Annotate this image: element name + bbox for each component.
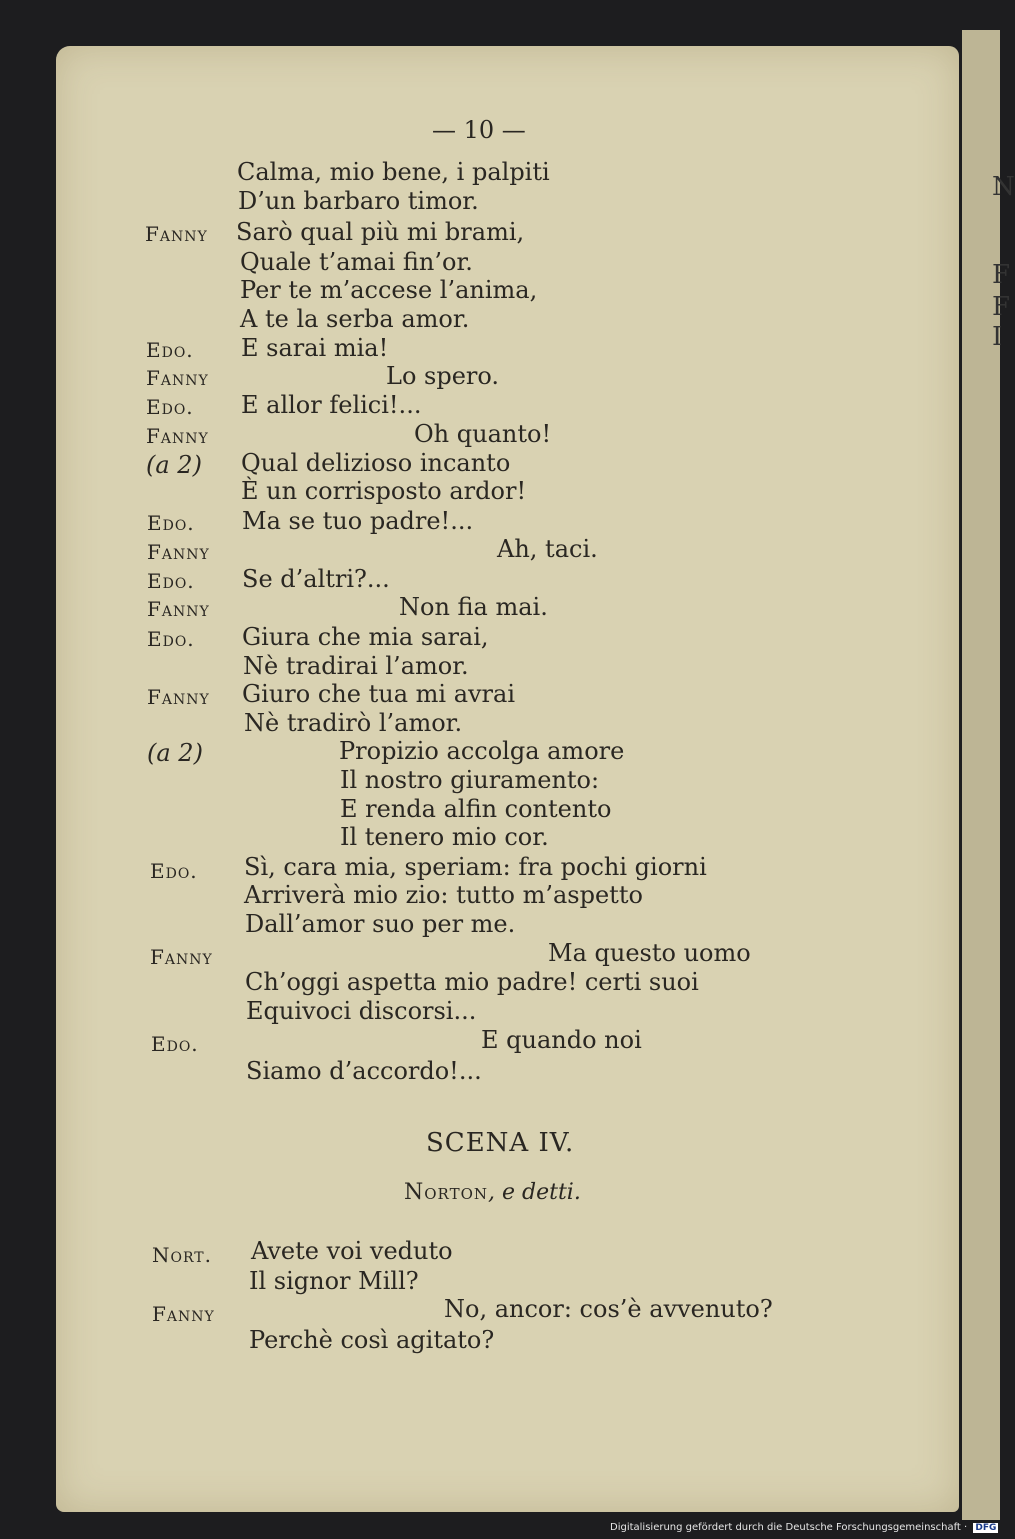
speaker-name: Fanny: [147, 540, 210, 564]
speaker-name: Fanny: [152, 1302, 215, 1326]
speaker-name: Fanny: [146, 424, 209, 448]
verse-line: Giuro che tua mi avrai: [242, 680, 516, 708]
stage-direction: (a 2): [147, 739, 203, 767]
verse-line: È un corrisposto ardor!: [241, 477, 527, 505]
verse-line: Ma se tuo padre!...: [242, 507, 474, 535]
verse-line: Siamo d’accordo!...: [246, 1057, 482, 1085]
scene-character-name: Norton: [404, 1180, 489, 1205]
verse-line: Per te m’accese l’anima,: [240, 276, 538, 304]
verse-line: Il nostro giuramento:: [340, 766, 600, 794]
verse-line: Ch’oggi aspetta mio padre! certi suoi: [245, 968, 699, 996]
verse-line: D’un barbaro timor.: [238, 187, 479, 215]
verse-line: Ah, taci.: [497, 535, 598, 563]
verse-line: Propizio accolga amore: [339, 737, 625, 765]
verse-line: A te la serba amor.: [240, 305, 470, 333]
speaker-name: Fanny: [147, 685, 210, 709]
verse-line: Nè tradirò l’amor.: [244, 709, 463, 737]
speaker-name: Fanny: [146, 366, 209, 390]
verse-line: Sì, cara mia, speriam: fra pochi giorni: [244, 853, 707, 881]
verse-line: No, ancor: cos’è avvenuto?: [444, 1295, 773, 1323]
verse-line: Ma questo uomo: [548, 939, 751, 967]
footer-text: Digitalisierung gefördert durch die Deutsche Forschungsgemeinschaft: [610, 1522, 961, 1533]
verse-line: Equivoci discorsi...: [246, 997, 477, 1025]
speaker-name: Edo.: [146, 338, 194, 362]
speaker-name: Fanny: [145, 222, 208, 246]
verse-line: Il signor Mill?: [249, 1267, 419, 1295]
verse-line: E renda alfin contento: [340, 795, 612, 823]
verse-line: Calma, mio bene, i palpiti: [237, 158, 550, 186]
speaker-name: Nort.: [152, 1243, 212, 1267]
digitization-footer: Digitalisierung gefördert durch die Deutsche Forschungsgemeinschaft · DFG: [610, 1522, 997, 1533]
verse-line: Se d’altri?...: [242, 565, 390, 593]
scene-character-rest: , e detti.: [488, 1180, 581, 1205]
verse-line: Perchè così agitato?: [249, 1326, 495, 1354]
verse-line: Nè tradirai l’amor.: [243, 652, 469, 680]
verse-line: Quale t’amai fin’or.: [240, 248, 473, 276]
facing-page-letter: I: [992, 322, 1003, 352]
verse-line: Oh quanto!: [414, 420, 552, 448]
page-number: — 10 —: [432, 116, 526, 144]
stage-direction: (a 2): [146, 451, 202, 479]
speaker-name: Edo.: [147, 511, 195, 535]
facing-page-letter: F: [992, 260, 1011, 290]
verse-line: Sarò qual più mi brami,: [236, 218, 525, 246]
speaker-name: Edo.: [146, 395, 194, 419]
facing-page-letter: N: [992, 172, 1015, 202]
verse-line: Arriverà mio zio: tutto m’aspetto: [244, 881, 643, 909]
verse-line: Lo spero.: [386, 362, 500, 390]
verse-line: Giura che mia sarai,: [242, 623, 489, 651]
scene-title: SCENA IV.: [426, 1128, 575, 1158]
scene-characters: [404, 1180, 581, 1205]
speaker-name: Edo.: [150, 859, 198, 883]
verse-line: Qual delizioso incanto: [241, 449, 511, 477]
speaker-name: Edo.: [147, 627, 195, 651]
facing-page-edge: [962, 30, 1015, 1520]
verse-line: E sarai mia!: [241, 334, 389, 362]
speaker-name: Edo.: [147, 569, 195, 593]
verse-line: Dall’amor suo per me.: [245, 910, 516, 938]
verse-line: Il tenero mio cor.: [340, 823, 549, 851]
verse-line: E quando noi: [481, 1026, 642, 1054]
facing-page-letter: F: [992, 292, 1011, 322]
speaker-name: Edo.: [151, 1032, 199, 1056]
verse-line: Non fia mai.: [399, 593, 548, 621]
verse-line: E allor felici!...: [241, 391, 422, 419]
speaker-name: Fanny: [147, 597, 210, 621]
dfg-logo: DFG: [975, 1523, 997, 1533]
verse-line: Avete voi veduto: [251, 1237, 453, 1265]
speaker-name: Fanny: [150, 945, 213, 969]
